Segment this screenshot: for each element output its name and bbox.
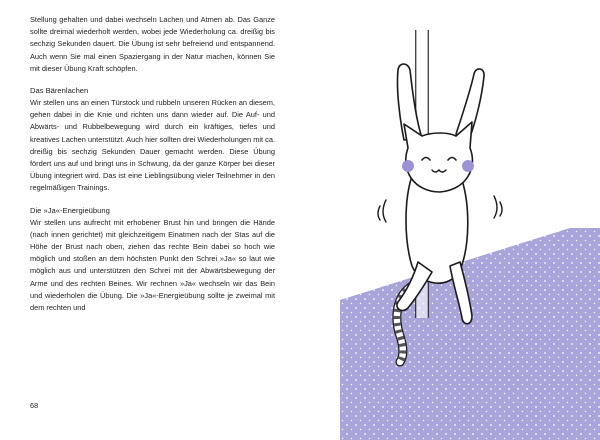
section-heading-baerenlachen: Das Bärenlachen xyxy=(30,86,89,96)
section-heading-ja-energieuebung: Die »Ja«-Energieübung xyxy=(30,205,110,215)
right-page xyxy=(300,0,600,440)
intro-paragraph: Stellung gehalten und dabei wechseln Lachen und Atmen ab. Das Ganze sollte dreimal wiederholt werden, wobei jede Wiederholung ca. dreißig bis sechzig Sekunden dauert. Die Übung ist sehr befreiend und entspannend. Auch wenn Sie mal einen Spaziergang in der Natur machen, können Sie mit dieser Übung Kraft schöpfen. xyxy=(30,15,275,73)
floor xyxy=(340,228,600,440)
cat-illustration xyxy=(300,0,600,440)
body-text xyxy=(30,14,275,314)
section-body-ja-energieuebung: Wir stellen uns aufrecht mit erhobener Brust hin und bringen die Hände (nach innen gerichtet) mit gleichzeitigem Einatmen nach der Stas auf die Höhe der Brust nach oben, ziehen das rechte Bein dabei so hoch wie möglich und stoßen an dem höchsten Punkt den Schrei »Ja« so laut wie möglich aus und unterstützen den Schrei mit der Abwärtsbewegung der Arme und des rechten Beines. Wir rechnen »Ja« wechseln wir das Bein und wiederholen die Übung. Die »Ja«-Energieübung sollte je zweimal mit dem rechten und xyxy=(30,217,275,313)
page-number: 68 xyxy=(30,401,39,410)
section-body-baerenlachen: Wir stellen uns an einen Türstock und rubbeln unseren Rücken an diesem, gehen dabei in die Knie und richten uns dann wieder auf. Die Auf- und Abwärts- und Rubbelbewegung wird durch ein kräftiges, tiefes und kreatives Lachen unterstützt. Auch hier sollten drei Wiederholungen mit ca. dreißig bis sechzig Sekunden Dauer gemacht werden. Diese Übung fördert uns auf und bringt uns in Schwung, da der ganze Körper bei dieser Übung integriert wird. Das ist eine Lieblingsübung vieler Teilnehmer in den regelmäßigen Trainings. xyxy=(30,98,275,193)
